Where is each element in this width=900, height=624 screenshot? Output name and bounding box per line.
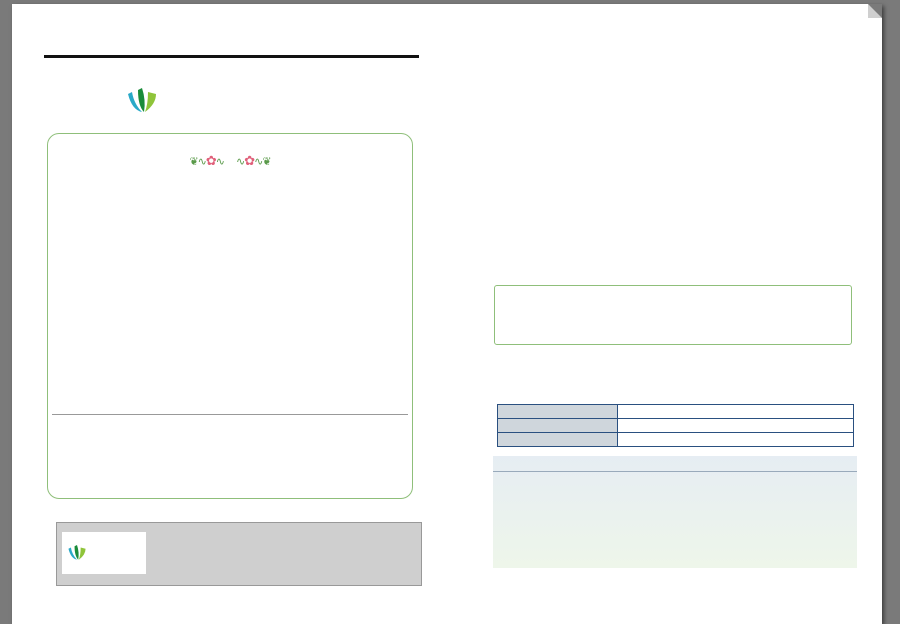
sermon-row	[52, 356, 408, 415]
church-logo	[124, 86, 168, 116]
table-row	[498, 405, 854, 419]
ornament-left-icon: ❦∿✿∿	[189, 154, 224, 169]
core-values-box	[493, 456, 857, 568]
church-logo-small-icon	[66, 543, 88, 563]
worship-order-box	[47, 133, 413, 499]
page-fold	[868, 4, 882, 18]
church-logo-icon	[124, 86, 160, 116]
header-rule	[44, 55, 419, 58]
meetings-table	[497, 404, 854, 447]
contact-logo	[62, 532, 146, 574]
table-row	[498, 419, 854, 433]
core-values-title	[493, 456, 857, 472]
service-box	[494, 285, 852, 345]
worship-order-title	[110, 154, 350, 169]
table-row	[498, 433, 854, 447]
ornament-right-icon: ∿✿∿❦	[236, 154, 271, 169]
